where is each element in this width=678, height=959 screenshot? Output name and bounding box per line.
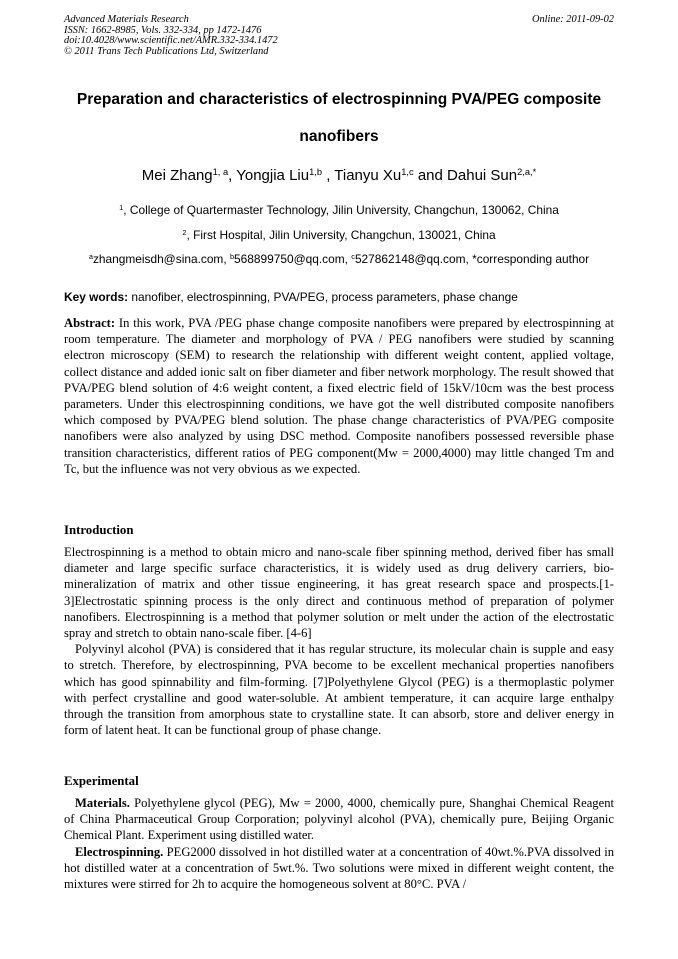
abstract-text: In this work, PVA /PEG phase change composite nanofibers were prepared by electrospinning at room temperature. The diameter and morphology of PVA / PEG nanofibers were studied by scanning electron microscopy (SEM) to research the relationship with different weight content, applied voltage, collect distance and added ionic salt on fiber diameter and fiber network morphology. The result showed that PVA/PEG blend solution of 4:6 weight content, a fixed electric field of 15kV/10cm was the best process parameters. Under this electrospinning conditions, we have got the well distributed composite nanofibers which composed by PVA/PEG blend solution. The phase change characteristics of PVA/PEG composite nanofibers were also analyzed by using DSC method. Composite nanofibers possessed reversible phase transition characteristics, different ratios of PEG component(Mw = 2000,4000) may little changed Tm and Tc, but the influence was not very obvious as we expected.: [64, 316, 614, 476]
author-list: [30, 167, 648, 184]
author-affiliation-mark: 2,a,*: [517, 166, 537, 177]
author-emails: $^a$zhangmeisdh@sina.com, $^b$568899750@qq.com, $^c$527862148@qq.com, *corresponding author: [88, 251, 590, 266]
email-link[interactable]: 527862148@qq.com, *corresponding author: [354, 252, 590, 266]
author-separator: and: [413, 167, 448, 184]
author-name: Mei Zhang: [141, 167, 213, 184]
author-affiliation-mark: 1, a: [212, 166, 229, 177]
author-affiliation-mark: 1,c: [401, 166, 414, 177]
experimental-body: [64, 795, 614, 892]
paper-title-line-1: Preparation and characteristics of electrospinning PVA/PEG composite: [76, 91, 602, 108]
journal-header: [64, 15, 278, 57]
abstract: [64, 315, 614, 477]
electrospinning-label: Electrospinning.: [75, 844, 164, 859]
introduction-heading: Introduction: [64, 523, 134, 537]
journal-doi: doi:10.4028/www.scientific.net/AMR.332-334.1472: [64, 35, 278, 47]
author-name: Tianyu Xu: [334, 167, 402, 184]
electrospinning-paragraph: Electrospinning. PEG2000 dissolved in hot distilled water at a concentration of 40wt.%.PVA dissolved in hot distilled water at a concentration of 5wt.%. Two solutions were mixed in different weight content, the mixtures were stirred for 2h to acquire the homogeneous solvent at 80°C. PVA /: [64, 844, 614, 892]
experimental-heading: Experimental: [64, 774, 139, 788]
introduction-paragraph-2: Polyvinyl alcohol (PVA) is considered that it has regular structure, its molecular chain is supple and easy to stretch. Therefore, by electrospinning, PVA become to be excellent mechanical properties nanofibers which has good spinnability and film-forming. [7]Polyethylene Glycol (PEG) is a thermoplastic polymer with perfect crystalline and good water-soluble. At ambient temperature, it can acquire large enthalpy through the transition from amorphous state to crystalline state. It can absorb, store and deliver energy in form of latent heat. It can be functional group of phase change.: [64, 642, 614, 738]
author-affiliation-mark: 1,b: [309, 166, 323, 177]
introduction-body: [64, 544, 614, 738]
author-separator: ,: [322, 167, 331, 184]
materials-paragraph: Materials. Polyethylene glycol (PEG), Mw = 2000, 4000, chemically pure, Shanghai Chemical Reagent of China Pharmaceutical Group Corporation; polyvinyl alcohol (PVA), chemically pure, Beijing Organic Chemical Plant. Experiment using distilled water.: [64, 796, 614, 843]
keywords-text: nanofiber, electrospinning, PVA/PEG, process parameters, phase change: [128, 290, 518, 304]
affiliation-2: $^2$, First Hospital, Jilin University, Changchun, 130021, China: [182, 227, 496, 242]
materials-label: Materials.: [75, 796, 130, 810]
affiliation-1: $^1$, College of Quartermaster Technology, Jilin University, Changchun, 130062, China: [119, 202, 559, 217]
online-date: Online: 2011-09-02: [531, 14, 614, 25]
email-link[interactable]: zhangmeisdh@sina.com,: [92, 252, 230, 266]
author-name: Yongjia Liu: [236, 167, 310, 184]
author-separator: ,: [228, 167, 237, 184]
paper-title-line-2: nanofibers: [299, 128, 379, 145]
introduction-paragraph-1: Electrospinning is a method to obtain micro and nano-scale fiber spinning method, derived fiber has small diameter and large specific surface characteristics, it is widely used as drug delivery carriers, bio-mineralization of matrix and other tissue engineering, it has great research space and prospects.[1-3]Electrostatic spinning process is the only direct and continuous method of preparation of polymer nanofibers. Electrospinning is a method that polymer solution or melt under the action of the electrostatic spray and stretch to obtain nano-scale fiber. [4-6]: [64, 545, 614, 641]
email-link[interactable]: 568899750@qq.com,: [234, 252, 352, 266]
author-name: Dahui Sun: [447, 167, 518, 184]
keywords-label: Key words:: [64, 290, 129, 304]
journal-copyright: © 2011 Trans Tech Publications Ltd, Switzerland: [64, 45, 269, 57]
abstract-label: Abstract:: [64, 316, 116, 330]
journal-name: Advanced Materials Research: [64, 14, 189, 25]
keywords: [64, 290, 614, 304]
journal-issn: ISSN: 1662-8985, Vols. 332-334, pp 1472-1476: [64, 24, 262, 36]
